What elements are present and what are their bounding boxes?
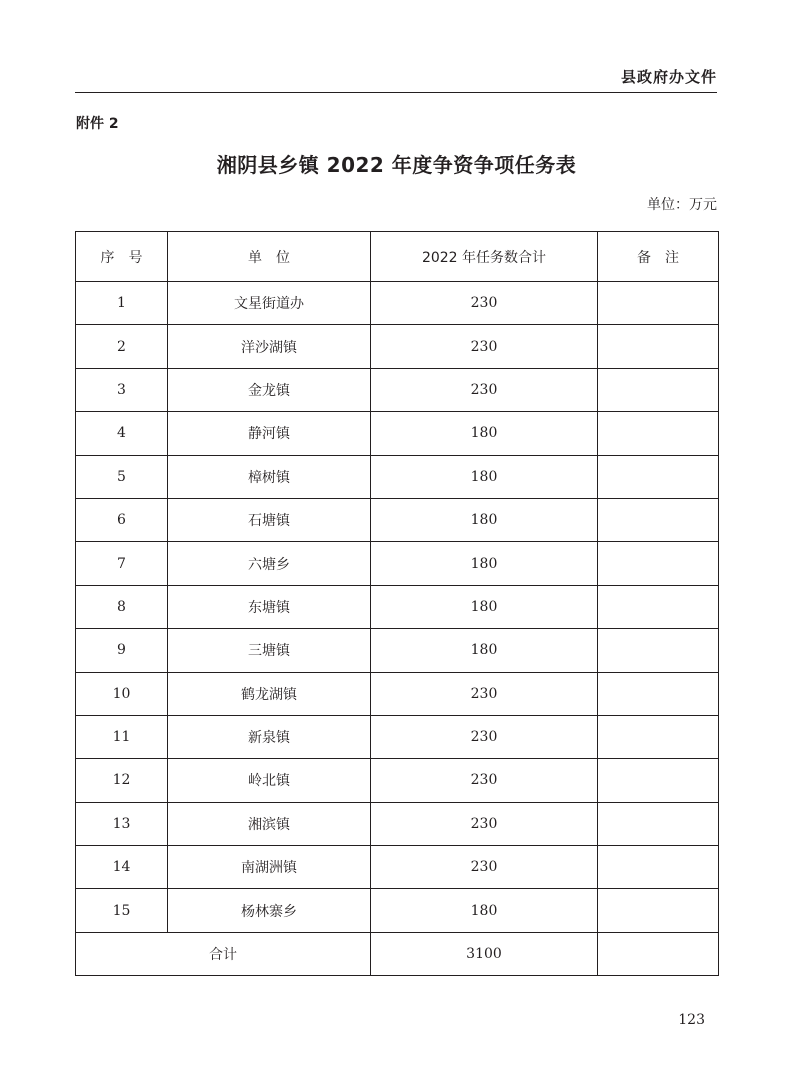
cell-no: 7 (76, 542, 168, 585)
cell-remark (598, 455, 719, 498)
cell-unit: 洋沙湖镇 (168, 325, 371, 368)
task-table (75, 231, 719, 976)
total-amount: 3100 (371, 932, 598, 975)
cell-unit: 六塘乡 (168, 542, 371, 585)
table-header-row (76, 232, 719, 282)
cell-no: 1 (76, 282, 168, 325)
table-row (76, 368, 719, 411)
attachment-label: 附件 2 (76, 116, 119, 132)
cell-remark (598, 368, 719, 411)
table-row (76, 889, 719, 932)
cell-amount: 230 (371, 846, 598, 889)
cell-amount: 180 (371, 455, 598, 498)
cell-remark (598, 715, 719, 758)
cell-no: 8 (76, 585, 168, 628)
cell-amount: 230 (371, 282, 598, 325)
cell-unit: 南湖洲镇 (168, 846, 371, 889)
cell-amount: 230 (371, 672, 598, 715)
cell-remark (598, 585, 719, 628)
cell-no: 10 (76, 672, 168, 715)
table-row (76, 455, 719, 498)
table-row (76, 672, 719, 715)
cell-remark (598, 498, 719, 541)
table-row (76, 585, 719, 628)
cell-amount: 230 (371, 759, 598, 802)
cell-amount: 180 (371, 585, 598, 628)
total-label: 合计 (76, 932, 371, 975)
cell-unit: 金龙镇 (168, 368, 371, 411)
cell-remark (598, 412, 719, 455)
cell-no: 4 (76, 412, 168, 455)
cell-unit: 岭北镇 (168, 759, 371, 802)
cell-amount: 180 (371, 412, 598, 455)
document-title: 湘阴县乡镇 2022 年度争资争项任务表 (216, 153, 577, 177)
cell-remark (598, 325, 719, 368)
table-row (76, 759, 719, 802)
table-row (76, 715, 719, 758)
table-row (76, 498, 719, 541)
header-rule (75, 92, 717, 93)
column-header-no: 序 号 (76, 232, 168, 282)
cell-remark (598, 846, 719, 889)
table-body (76, 282, 719, 933)
cell-no: 15 (76, 889, 168, 932)
cell-no: 9 (76, 629, 168, 672)
cell-no: 2 (76, 325, 168, 368)
cell-unit: 杨林寨乡 (168, 889, 371, 932)
cell-remark (598, 889, 719, 932)
column-header-remark: 备 注 (598, 232, 719, 282)
table-row (76, 629, 719, 672)
cell-unit: 鹤龙湖镇 (168, 672, 371, 715)
total-remark (598, 932, 719, 975)
cell-unit: 樟树镇 (168, 455, 371, 498)
cell-unit: 静河镇 (168, 412, 371, 455)
cell-remark (598, 629, 719, 672)
cell-amount: 180 (371, 498, 598, 541)
cell-amount: 230 (371, 325, 598, 368)
table-row (76, 846, 719, 889)
cell-remark (598, 802, 719, 845)
cell-remark (598, 542, 719, 585)
cell-no: 5 (76, 455, 168, 498)
cell-amount: 230 (371, 368, 598, 411)
cell-amount: 230 (371, 802, 598, 845)
cell-unit: 石塘镇 (168, 498, 371, 541)
cell-no: 13 (76, 802, 168, 845)
cell-amount: 180 (371, 542, 598, 585)
cell-amount: 180 (371, 889, 598, 932)
cell-unit: 东塘镇 (168, 585, 371, 628)
cell-remark (598, 282, 719, 325)
page-number: 123 (678, 1012, 705, 1028)
cell-remark (598, 672, 719, 715)
cell-unit: 三塘镇 (168, 629, 371, 672)
cell-no: 14 (76, 846, 168, 889)
table-row (76, 542, 719, 585)
cell-no: 6 (76, 498, 168, 541)
table-row (76, 412, 719, 455)
cell-unit: 文星街道办 (168, 282, 371, 325)
table-row (76, 282, 719, 325)
cell-unit: 湘滨镇 (168, 802, 371, 845)
cell-no: 11 (76, 715, 168, 758)
cell-no: 3 (76, 368, 168, 411)
column-header-amount: 2022 年任务数合计 (371, 232, 598, 282)
table-row (76, 325, 719, 368)
table-row (76, 802, 719, 845)
header-title: 县政府办文件 (620, 68, 717, 86)
column-header-unit: 单 位 (168, 232, 371, 282)
cell-amount: 180 (371, 629, 598, 672)
cell-remark (598, 759, 719, 802)
unit-note: 单位：万元 (647, 197, 717, 213)
cell-unit: 新泉镇 (168, 715, 371, 758)
cell-amount: 230 (371, 715, 598, 758)
cell-no: 12 (76, 759, 168, 802)
total-row (76, 932, 719, 975)
